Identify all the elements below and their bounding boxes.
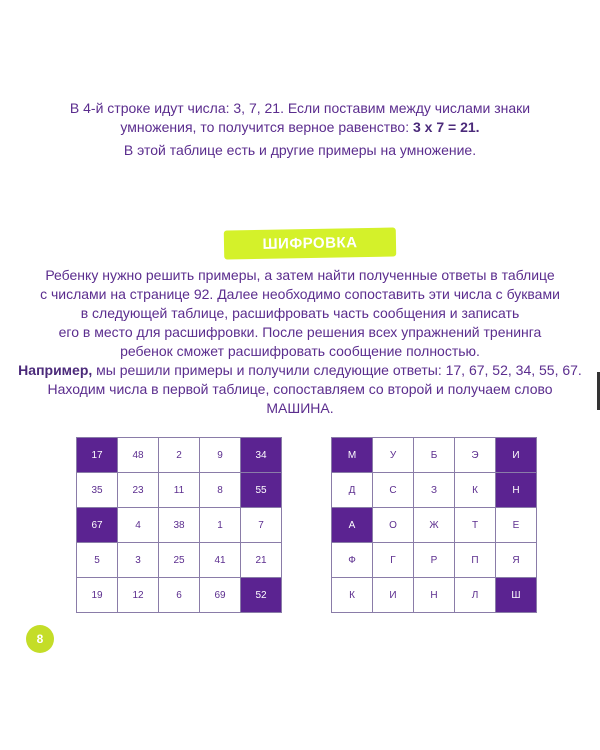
example-line-2: Находим числа в первой таблице, сопоставляем со второй и получаем слово: [47, 381, 553, 397]
table-cell: Н: [414, 578, 455, 613]
intro-line-3: В этой таблице есть и другие примеры на умножение.: [123, 142, 477, 158]
table-cell: У: [373, 438, 414, 473]
table-row: [77, 473, 282, 508]
task-line: в следующей таблице, расшифровать часть сообщения и записать: [80, 305, 520, 321]
table-cell-highlighted: М: [332, 438, 373, 473]
table-cell: 19: [77, 578, 118, 613]
table-cell: Г: [373, 543, 414, 578]
table-cell: 25: [159, 543, 200, 578]
table-cell-highlighted: 55: [241, 473, 282, 508]
table-cell-highlighted: 34: [241, 438, 282, 473]
table-cell-highlighted: Н: [496, 473, 537, 508]
table-cell: 1: [200, 508, 241, 543]
letter-table: [331, 437, 537, 613]
table-cell: 3: [118, 543, 159, 578]
table-cell: И: [373, 578, 414, 613]
example-line-1: [0, 361, 600, 380]
table-cell: 7: [241, 508, 282, 543]
example-paragraph: [0, 361, 600, 418]
intro-line-2-text: умножения, то получится верное равенство:: [120, 119, 413, 135]
table-cell: Л: [455, 578, 496, 613]
table-cell: 69: [200, 578, 241, 613]
task-line: ребенок сможет расшифровать сообщение полностью.: [120, 343, 480, 359]
table-cell: 48: [118, 438, 159, 473]
example-line-3: МАШИНА.: [266, 400, 334, 416]
page-number-badge: 8: [26, 625, 54, 653]
task-line: с числами на странице 92. Далее необходимо сопоставить эти числа с буквами: [40, 286, 560, 302]
intro-paragraph: [0, 99, 600, 137]
intro-line-2: [0, 118, 600, 137]
task-paragraph: [0, 266, 600, 361]
table-row: [77, 578, 282, 613]
table-cell: 41: [200, 543, 241, 578]
table-cell-highlighted: Ш: [496, 578, 537, 613]
table-cell-highlighted: 52: [241, 578, 282, 613]
table-cell: Я: [496, 543, 537, 578]
example-lead: Например,: [18, 362, 93, 378]
table-row: [332, 438, 537, 473]
intro-equation: 3 x 7 = 21.: [413, 119, 480, 135]
table-cell: О: [373, 508, 414, 543]
table-cell: 9: [200, 438, 241, 473]
table-cell-highlighted: А: [332, 508, 373, 543]
table-row: [77, 508, 282, 543]
table-row: [332, 543, 537, 578]
table-cell: Ж: [414, 508, 455, 543]
table-row: [77, 438, 282, 473]
table-cell: 38: [159, 508, 200, 543]
table-row: [332, 473, 537, 508]
table-cell: 6: [159, 578, 200, 613]
table-cell-highlighted: 17: [77, 438, 118, 473]
intro-line-1: В 4-й строке идут числа: 3, 7, 21. Если поставим между числами знаки: [69, 100, 531, 116]
task-line: его в место для расшифровки. После решения всех упражнений тренинга: [58, 324, 542, 340]
number-table: [76, 437, 282, 613]
example-line-1-rest: мы решили примеры и получили следующие ответы: 17, 67, 52, 34, 55, 67.: [92, 362, 582, 378]
table-cell: К: [455, 473, 496, 508]
table-cell: К: [332, 578, 373, 613]
table-cell: З: [414, 473, 455, 508]
table-row: [77, 543, 282, 578]
section-title: ШИФРОВКА: [224, 228, 396, 260]
table-cell: 21: [241, 543, 282, 578]
table-cell: 2: [159, 438, 200, 473]
table-cell-highlighted: И: [496, 438, 537, 473]
table-cell: Д: [332, 473, 373, 508]
intro-note: [0, 141, 600, 160]
table-row: [332, 508, 537, 543]
table-cell: 5: [77, 543, 118, 578]
table-cell: 11: [159, 473, 200, 508]
table-cell: 12: [118, 578, 159, 613]
table-cell: 35: [77, 473, 118, 508]
table-cell: 4: [118, 508, 159, 543]
table-row: [332, 578, 537, 613]
table-cell: Ф: [332, 543, 373, 578]
table-cell: 8: [200, 473, 241, 508]
table-cell: С: [373, 473, 414, 508]
task-line: Ребенку нужно решить примеры, а затем найти полученные ответы в таблице: [45, 267, 555, 283]
table-cell: Б: [414, 438, 455, 473]
table-cell: П: [455, 543, 496, 578]
table-cell: 23: [118, 473, 159, 508]
table-cell: Т: [455, 508, 496, 543]
table-cell: Э: [455, 438, 496, 473]
table-cell: Е: [496, 508, 537, 543]
table-cell-highlighted: 67: [77, 508, 118, 543]
table-cell: Р: [414, 543, 455, 578]
